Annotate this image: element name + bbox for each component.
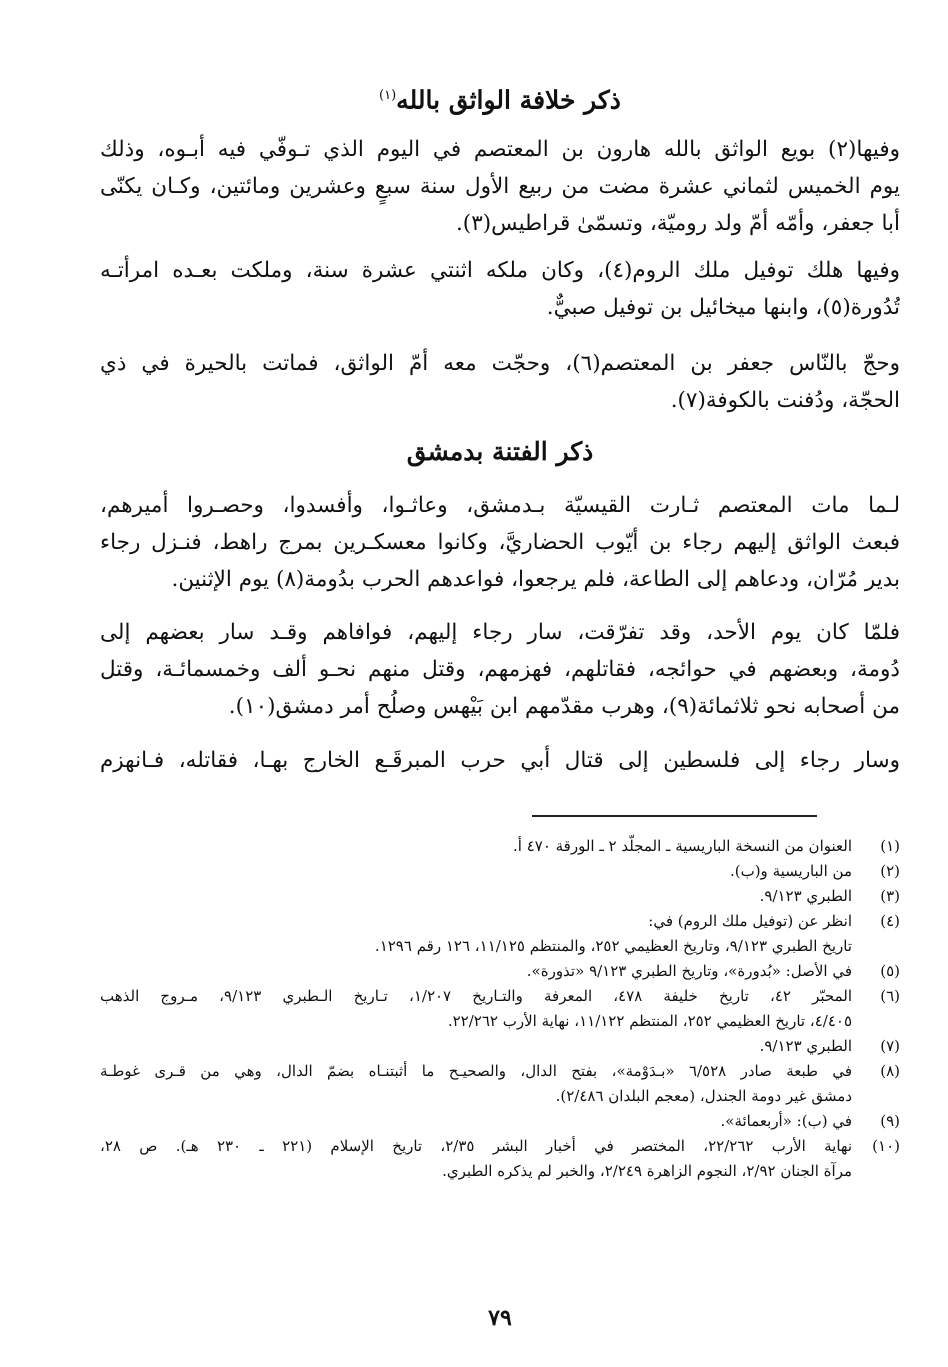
footnote-number: (١) bbox=[880, 837, 900, 855]
footnote-text: تاريخ الطبري ٩/١٢٣، وتاريخ العظيمي ٢٥٢، والمنتظم ١١/١٢٥، ١٢٦ رقم ١٢٩٦. bbox=[374, 937, 852, 955]
footnote-item bbox=[100, 1059, 900, 1109]
section-heading-text: ذكر الفتنة بدمشق bbox=[406, 437, 594, 466]
footnote-number: (٨) bbox=[880, 1062, 900, 1080]
text-line: وحجّ بالنّاس جعفر بن المعتصم(٦)، وحجّت معه أمّ الواثق، فماتت بالحيرة في ذي bbox=[100, 351, 900, 376]
footnote-item bbox=[100, 959, 900, 984]
page-number: ٧٩ bbox=[488, 1305, 512, 1331]
section-heading-wathiq bbox=[100, 76, 900, 120]
footnote-number: (٣) bbox=[880, 887, 900, 905]
paragraph-palestine bbox=[100, 742, 900, 779]
footnote-text: الطبري ٩/١٢٣. bbox=[759, 887, 852, 905]
footnote-text: في طبعة صادر ٦/٥٢٨ «بـدَوْمة»، بفتح الدال، والصحيـح ما أثبتنـاه بضمّ الدال، وهي من قـرى غوطـة bbox=[100, 1062, 852, 1080]
text-line: فلمّا كان يوم الأحد، وقد تفرّقت، سار رجاء إليهم، فوافاهم وقـد سار بعضهم إلى bbox=[100, 620, 900, 645]
footnote-number: (١٠) bbox=[872, 1137, 900, 1155]
footnote-text: انظر عن (توفيل ملك الروم) في: bbox=[648, 912, 852, 930]
footnotes bbox=[100, 834, 900, 1184]
footnote-separator bbox=[532, 815, 817, 817]
footnote-text: دمشق غير دومة الجندل، (معجم البلدان ٢/٤٨٦). bbox=[555, 1087, 852, 1105]
paragraph-qaysiyya bbox=[100, 487, 900, 598]
paragraph-bay-ah bbox=[100, 131, 900, 242]
footnote-text: في (ب): «أربعمائة». bbox=[720, 1112, 852, 1130]
text-line: وفيها هلك توفيل ملك الروم(٤)، وكان ملكه اثنتي عشرة سنة، وملكت بعـده امرأتـه bbox=[100, 258, 900, 283]
book-page bbox=[100, 0, 900, 1367]
footnote-text: مرآة الجنان ٢/٩٢، النجوم الزاهرة ٢/٢٤٩، والخبر لم يذكره الطبري. bbox=[442, 1162, 852, 1180]
text-line: الحجّة، ودُفنت بالكوفة(٧). bbox=[670, 388, 900, 413]
footnote-text: الطبري ٩/١٢٣. bbox=[759, 1037, 852, 1055]
text-line: بدير مُرّان، ودعاهم إلى الطاعة، فلم يرجعوا، فواعدهم الحرب بدُومة(٨) يوم الإثنين. bbox=[171, 567, 900, 592]
text-line: من أصحابه نحو ثلاثمائة(٩)، وهرب مقدّمهم ابن بَيْهس وصلُح أمر دمشق(١٠). bbox=[228, 694, 900, 719]
footnote-item bbox=[100, 1034, 900, 1059]
footnote-number: (٤) bbox=[880, 912, 900, 930]
footnote-number: (٦) bbox=[880, 987, 900, 1005]
footnote-number: (٢) bbox=[880, 862, 900, 880]
text-line: فبعث الواثق إليهم رجاء بن أيّوب الحضاريَّ، وكانوا معسكـرين بمرج راهط، فنـزل رجاء bbox=[100, 530, 900, 555]
text-line: وفيها(٢) بويع الواثق بالله هارون بن المعتصم في اليوم الذي تـوفّي فيه أبـوه، وذلك bbox=[100, 137, 900, 162]
section-heading-text: ذكر خلافة الواثق بالله bbox=[396, 85, 621, 115]
footnote-text: في الأصل: «بُدورة»، وتاريخ الطبري ٩/١٢٣ «تذورة». bbox=[526, 962, 852, 980]
footnote-item bbox=[100, 834, 900, 859]
footnote-item bbox=[100, 1134, 900, 1184]
footnote-number: (٩) bbox=[880, 1112, 900, 1130]
footnote-text: نهاية الأرب ٢٢/٢٦٢، المختصر في أخبار البشر ٢/٣٥، تاريخ الإسلام (٢٢١ ـ ٢٣٠ هـ). ص ٢٨، bbox=[100, 1137, 852, 1155]
footnote-text: المحبّر ٤٢، تاريخ خليفة ٤٧٨، المعرفة والتـاريخ ١/٢٠٧، تـاريخ الـطبري ٩/١٢٣، مـروج الذهب bbox=[100, 987, 852, 1005]
paragraph-battle bbox=[100, 614, 900, 725]
section-heading-damascus bbox=[100, 432, 900, 472]
paragraph-hajj bbox=[100, 345, 900, 419]
footnote-text: ٤/٤٠٥، تاريخ العظيمي ٢٥٢، المنتظم ١١/١٢٢، نهاية الأرب ٢٢/٢٦٢. bbox=[447, 1012, 852, 1030]
footnote-ref: (١) bbox=[379, 88, 397, 103]
text-line: يوم الخميس لثماني عشرة مضت من ربيع الأول سنة سبعٍ وعشرين ومائتين، وكـان يكنّى bbox=[100, 174, 900, 199]
footnote-item bbox=[100, 1109, 900, 1134]
text-line: أبا جعفر، وأمّه أمّ ولد روميّة، وتسمّىٰ قراطيس(٣). bbox=[455, 211, 900, 236]
footnote-item bbox=[100, 909, 900, 959]
footnote-item bbox=[100, 859, 900, 884]
footnote-number: (٧) bbox=[880, 1037, 900, 1055]
paragraph-theophilos bbox=[100, 252, 900, 326]
footnote-item bbox=[100, 884, 900, 909]
footnote-text: من الباريسية و(ب). bbox=[729, 862, 852, 880]
text-line: وسار رجاء إلى فلسطين إلى قتال أبي حرب المبرقَـع الخارج بهـا، فقاتله، فـانهزم bbox=[100, 748, 900, 773]
text-line: لـما مات المعتصم ثـارت القيسيّة بـدمشق، وعاثـوا، وأفسدوا، وحصـروا أميرهم، bbox=[100, 493, 900, 518]
text-line: تُدُورة(٥)، وابنها ميخائيل بن توفيل صبيٌّ. bbox=[546, 295, 900, 320]
footnote-text: العنوان من النسخة الباريسية ـ المجلّد ٢ ـ الورقة ٤٧٠ أ. bbox=[512, 837, 852, 855]
footnote-item bbox=[100, 984, 900, 1034]
text-line: دُومة، وبعضهم في حوائجه، فقاتلهم، فهزمهم، وقتل منهم نحـو ألف وخمسمائـة، وقتل bbox=[100, 657, 900, 682]
footnote-number: (٥) bbox=[880, 962, 900, 980]
